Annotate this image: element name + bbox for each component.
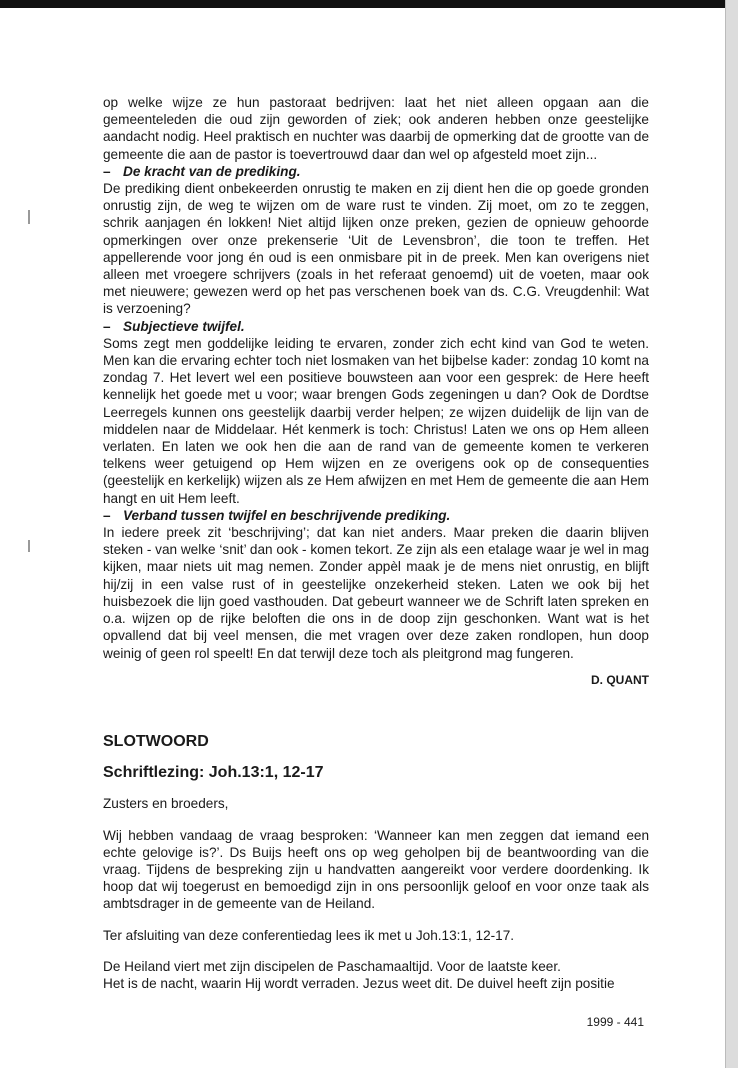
paragraph-prediking: De prediking dient onbekeerden onrustig te maken en zij dient hen die op goede gronden onrustig zijn, de weg te wijzen om de ware rust te vinden. Zij moet, om zo te zeggen, schrik aanjagen én lokken! Niet altijd lijken onze preken, gezien de opnieuw gehoorde opmerkingen over onze prekenserie ‘Uit de Levensbron’, die toon te treffen. Het appellerende voor jong én oud is een onmisbare pit in de preek. Men kan overigens niet alleen met vroegere schrijvers (zoals in het referaat genoemd) uit de voeten, maar ook met nieuwere; gewezen werd op het pas verschenen boek van ds. C.G. Vreugdenhil: Wat is verzoening? [103,181,649,317]
page-content [103,94,649,992]
scan-margin-mark [28,540,30,552]
schriftlezing-heading: Schriftlezing: Joh.13:1, 12-17 [103,764,324,782]
author-signature: D. QUANT [591,672,649,687]
page-number: 1999 - 441 [586,1015,644,1029]
scan-right-edge [725,0,738,1068]
line: Het is de nacht, waarin Hij wordt verraden. Jezus weet dit. De duivel heeft zijn positie [103,975,615,991]
paragraph-verband: In iedere preek zit ‘beschrijving’; dat kan niet anders. Maar preken die daarin blijven steken - van welke ‘snit’ dan ook - komen tekort. Ze zijn als een etalage waar je wel in mag kijken, maar niets uit mag nemen. Zonder appèl maak je de mens niet onrustig, en blijft hij/zij in een valse rust of in geestelijke onzekerheid steken. Laten we ook bij het huisbezoek die lijn goed vasthouden. Dat gebeurt wanneer we de Schrift laten spreken en o.a. wijzen op de rijke beloften die ons in de doop zijn geschonken. Want wat is het opvallend dat bij veel mensen, die met vragen over deze zaken rondlopen, hun doop weinig of geen rol speelt! En dat terwijl deze toch als pleitgrond mag fungeren. [103,525,649,661]
section-heading-verband [103,507,649,524]
slotwoord-paragraph-1: Wij hebben vandaag de vraag besproken: ‘Wanneer kan men zeggen dat iemand een echte gelovige is?’. Ds Buijs heeft ons op weg geholpen bij de beantwoording van die vraag. Tijdens de bespreking zijn u handvatten aangereikt voor verdere doordenking. Ik hoop dat wij toegerust en bemoedigd zijn in ons persoonlijk geloof en voor onze taak als ambtsdrager in de gemeente van de Heiland. [103,827,649,912]
dash: – [103,507,111,523]
section-heading-twijfel [103,318,649,335]
scan-margin-mark [28,210,30,224]
section-heading-prediking [103,163,649,180]
slotwoord-paragraph-3 [103,958,649,992]
dash: – [103,163,111,179]
scan-top-edge [0,0,738,8]
dash: – [103,318,111,334]
heading-text: Subjectieve twijfel. [123,318,245,334]
paragraph-pastoraat: op welke wijze ze hun pastoraat bedrijven: laat het niet alleen opgaan aan die gemeenteleden die oud zijn geworden of ziek; ook anderen hebben onze geestelijke aandacht nodig. Heel praktisch en nuchter was daarbij de opmerking dat de grootte van de gemeente die aan de pastor is toevertrouwd daar dan wel op afgesteld moet zijn... [103,95,649,162]
paragraph-twijfel: Soms zegt men goddelijke leiding te ervaren, zonder zich echt kind van God te weten. Men kan die ervaring echter toch niet losmaken van het bijbelse kader: zondag 10 komt na zondag 7. Het levert wel een positieve bouwsteen aan voor een gesprek: de Here heeft kennelijk het goede met u voor; waar brengen Gods zegeningen u dan? Ook de Dordtse Leerregels kunnen ons geestelijk daarbij verder helpen; ze wijzen duidelijk de lijn van de middelen naar de Middelaar. Hét kenmerk is toch: Christus! Laten we ons op Hem alleen verlaten. En laten we ook hen die aan de rand van de gemeente komen te verkeren telkens weer getuigend op Hem wijzen en ze overigens ook op de consequenties (geestelijk en kerkelijk) wijzen als ze Hem afwijzen en met Hem de gemeente die aan Hem hangt en uit Hem leeft. [103,335,649,506]
heading-text: De kracht van de prediking. [123,163,301,179]
slotwoord-heading: SLOTWOORD [103,732,209,750]
line: De Heiland viert met zijn discipelen de Paschamaaltijd. Voor de laatste keer. [103,958,561,974]
heading-text: Verband tussen twijfel en beschrijvende prediking. [123,507,451,523]
slotwoord-paragraph-2: Ter afsluiting van deze conferentiedag lees ik met u Joh.13:1, 12-17. [103,927,515,943]
salutation: Zusters en broeders, [103,796,229,812]
